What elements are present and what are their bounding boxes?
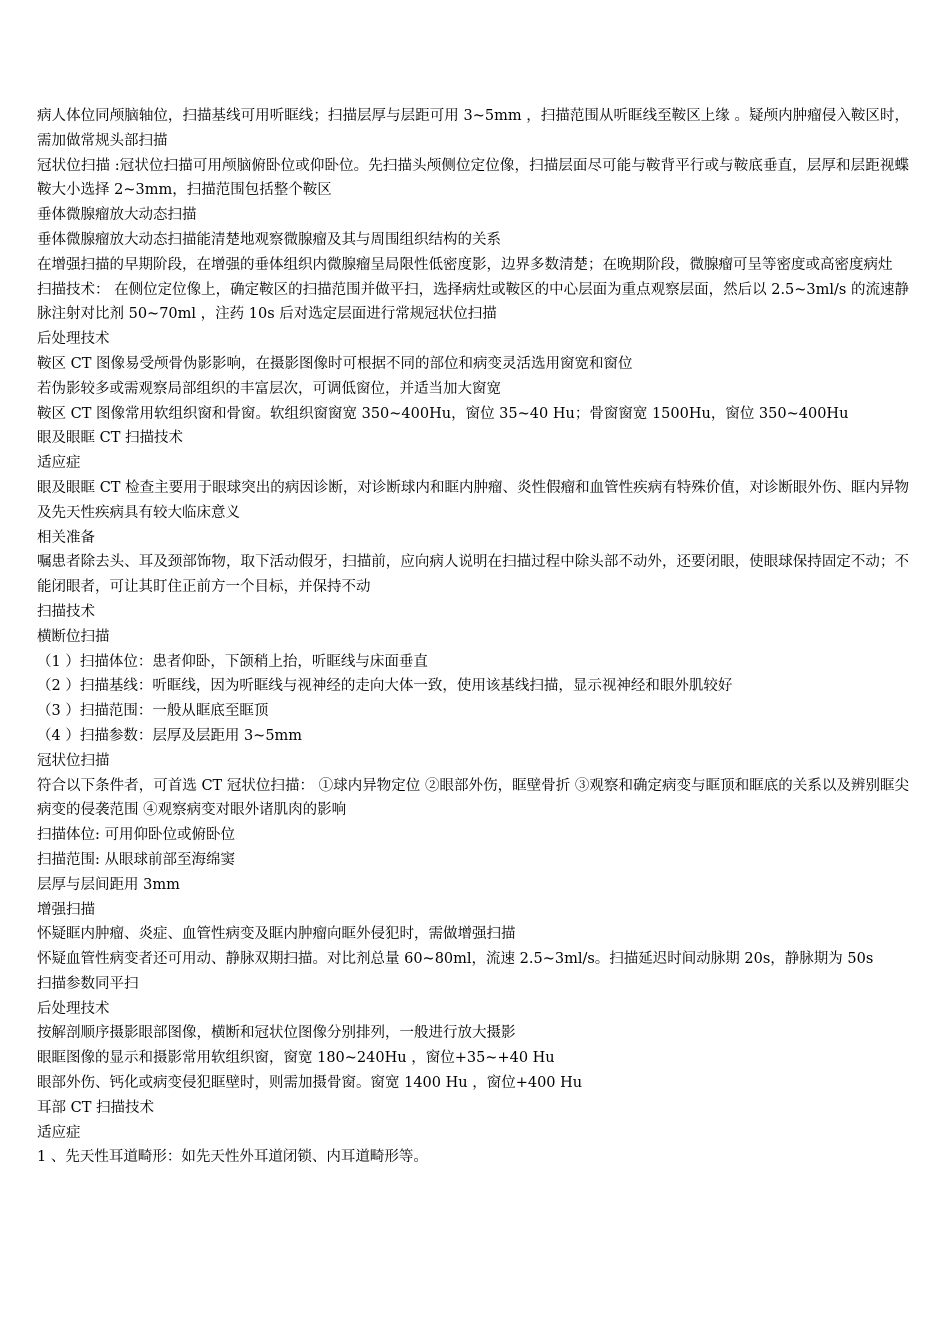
heading-enhanced-scan: 增强扫描 xyxy=(37,901,95,918)
heading-indications-ear: 适应症 xyxy=(37,1124,81,1141)
paragraph-artifact: 若伪影较多或需观察局部组织的丰富层次，可调低窗位，并适当加大窗宽 xyxy=(37,380,501,397)
paragraph-coronal-criteria: 符合以下条件者，可首选 CT 冠状位扫描： ①球内异物定位 ②眼部外伤，眶壁骨折 ③观察和确定病变与眶顶和眶底的关系以及辨别眶尖病变的侵袭范围 ④观察病变对眼外诸肌肉的影响 xyxy=(37,777,909,819)
heading-postprocessing-orbit: 后处理技术 xyxy=(37,1000,110,1017)
list-item: （4 ）扫描参数：层厚及层距用 3~5mm xyxy=(37,727,303,744)
paragraph-orbit-indications: 眼及眼眶 CT 检查主要用于眼球突出的病因诊断，对诊断球内和眶内肿瘤、炎性假瘤和血管性疾病有特殊价值，对诊断眼外伤、眶内异物及先天性疾病具有较大临床意义 xyxy=(37,479,909,521)
paragraph-scan-technique: 扫描技术： 在侧位定位像上，确定鞍区的扫描范围并做平扫，选择病灶或鞍区的中心层面为重点观察层面，然后以 2.5~3ml/s 的流速静脉注射对比剂 50~70ml ，注药 10s 后对选定层面进行常规冠状位扫描 xyxy=(37,281,909,323)
list-item: （1 ）扫描体位：患者仰卧，下颌稍上抬，听眶线与床面垂直 xyxy=(37,653,428,670)
heading-pituitary-dynamic: 垂体微腺瘤放大动态扫描 xyxy=(37,207,197,224)
paragraph-bone-window: 眼部外伤、钙化或病变侵犯眶壁时，则需加摄骨窗。窗宽 1400 Hu ，窗位+400 Hu xyxy=(37,1075,583,1092)
heading-axial-scan: 横断位扫描 xyxy=(37,628,110,645)
list-item: （3 ）扫描范围：一般从眶底至眶顶 xyxy=(37,703,269,720)
paragraph-slice-thickness: 层厚与层间距用 3mm xyxy=(37,876,180,893)
paragraph-enhanced-indication: 怀疑眶内肿瘤、炎症、血管性病变及眶内肿瘤向眶外侵犯时，需做增强扫描 xyxy=(37,926,516,943)
list-item: （2 ）扫描基线：听眶线，因为听眶线与视神经的走向大体一致，使用该基线扫描，显示视神经和眼外肌较好 xyxy=(37,678,733,695)
paragraph-window-values: 鞍区 CT 图像常用软组织窗和骨窗。软组织窗窗宽 350~400Hu，窗位 35~40 Hu；骨窗窗宽 1500Hu，窗位 350~400Hu xyxy=(37,405,849,422)
heading-indications: 适应症 xyxy=(37,455,81,472)
heading-scan-technique: 扫描技术 xyxy=(37,603,95,620)
paragraph-soft-tissue-window: 眼眶图像的显示和摄影常用软组织窗，窗宽 180~240Hu ，窗位+35~+40 Hu xyxy=(37,1050,555,1067)
paragraph-preparation: 嘱患者除去头、耳及颈部饰物，取下活动假牙，扫描前，应向病人说明在扫描过程中除头部不动外，还要闭眼，使眼球保持固定不动；不能闭眼者，可让其盯住正前方一个目标，并保持不动 xyxy=(37,554,909,596)
heading-postprocessing: 后处理技术 xyxy=(37,331,110,348)
heading-ear-ct: 耳部 CT 扫描技术 xyxy=(37,1099,154,1116)
paragraph-sella-axial: 病人体位同颅脑轴位，扫描基线可用听眶线；扫描层厚与层距可用 3~5mm ，扫描范围从听眶线至鞍区上缘 。疑颅内肿瘤侵入鞍区时，需加做常规头部扫描 xyxy=(37,108,909,149)
paragraph-scan-range: 扫描范围: 从眼球前部至海绵窦 xyxy=(37,851,235,868)
paragraph-image-order: 按解剖顺序摄影眼部图像，横断和冠状位图像分别排列，一般进行放大摄影 xyxy=(37,1025,516,1042)
paragraph-scan-position: 扫描体位: 可用仰卧位或俯卧位 xyxy=(37,827,235,844)
heading-coronal-scan: 冠状位扫描 xyxy=(37,752,110,769)
paragraph-scan-params: 扫描参数同平扫 xyxy=(37,975,139,992)
paragraph-pituitary-dynamic: 垂体微腺瘤放大动态扫描能清楚地观察微腺瘤及其与周围组织结构的关系 xyxy=(37,231,501,248)
heading-preparation: 相关准备 xyxy=(37,529,95,546)
paragraph-dual-phase: 怀疑血管性病变者还可用动、静脉双期扫描。对比剂总量 60~80ml，流速 2.5~3ml/s。扫描延迟时间动脉期 20s，静脉期为 50s xyxy=(37,951,874,968)
heading-orbit-ct: 眼及眼眶 CT 扫描技术 xyxy=(37,430,183,447)
paragraph-window-selection: 鞍区 CT 图像易受颅骨伪影影响，在摄影图像时可根据不同的部位和病变灵活选用窗宽和窗位 xyxy=(37,355,633,372)
paragraph-coronal-scan: 冠状位扫描 :冠状位扫描可用颅脑俯卧位或仰卧位。先扫描头颅侧位定位像，扫描层面尽可能与鞍背平行或与鞍底垂直，层厚和层距视蝶鞍大小选择 2~3mm，扫描范围包括整个鞍区 xyxy=(37,157,909,199)
document-body xyxy=(37,104,909,1170)
list-item: 1 、先天性耳道畸形：如先天性外耳道闭锁、内耳道畸形等。 xyxy=(37,1149,428,1166)
paragraph-enhancement-phases: 在增强扫描的早期阶段，在增强的垂体组织内微腺瘤呈局限性低密度影，边界多数清楚；在晚期阶段，微腺瘤可呈等密度或高密度病灶 xyxy=(37,256,893,273)
